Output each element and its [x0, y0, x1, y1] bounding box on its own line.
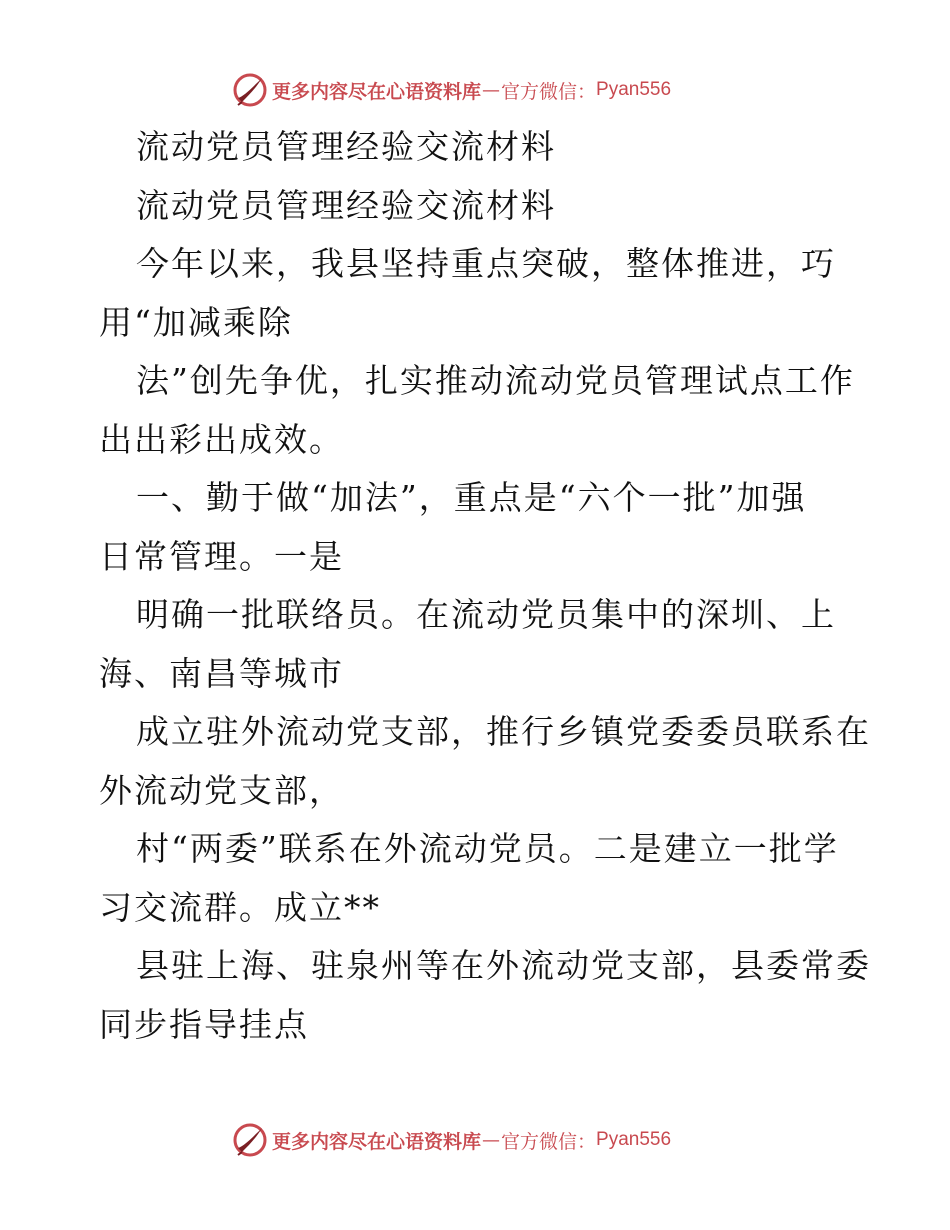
document-line: 外流动党支部， [99, 770, 344, 810]
document-line: 同步指导挂点 [99, 1004, 309, 1044]
document-line: 今年以来，我县坚持重点突破，整体推进，巧 [136, 244, 836, 283]
watermark-wechat-label: 官方微信： [501, 80, 597, 103]
document-line: 法”创先争优，扎实推动流动党员管理试点工作 [136, 361, 855, 400]
watermark-wechat-id: Pyan556 [596, 79, 672, 100]
watermark-dash: — [482, 79, 501, 101]
watermark-text: 更多内容尽在心语资料库 [272, 1130, 482, 1153]
document-line: 明确一批联络员。在流动党员集中的深圳、上 [136, 595, 836, 634]
document-line: 海、南昌等城市 [99, 653, 344, 693]
watermark-text: 更多内容尽在心语资料库 [272, 80, 482, 103]
watermark-dash: — [482, 1129, 501, 1151]
document-body [99, 118, 871, 1054]
header-watermark [232, 70, 671, 110]
document-line: 日常管理。一是 [99, 536, 344, 576]
document-line: 流动党员管理经验交流材料 [136, 127, 556, 166]
document-line: 县驻上海、驻泉州等在外流动党支部，县委常委 [136, 946, 871, 985]
document-line: 出出彩出成效。 [99, 419, 344, 459]
footer-watermark [232, 1120, 671, 1160]
watermark-wechat-id: Pyan556 [596, 1129, 672, 1150]
quill-logo-icon [232, 1122, 268, 1158]
document-line: 一、勤于做“加法”，重点是“六个一批”加强 [136, 478, 807, 517]
quill-logo-icon [232, 72, 268, 108]
document-line: 流动党员管理经验交流材料 [136, 185, 556, 225]
watermark-wechat-label: 官方微信： [501, 1130, 597, 1153]
document-line: 用“加减乘除 [99, 302, 293, 342]
document-line: 习交流群。成立** [99, 887, 381, 927]
document-line: 成立驻外流动党支部，推行乡镇党委委员联系在 [136, 712, 871, 751]
document-line: 村“两委”联系在外流动党员。二是建立一批学 [136, 829, 839, 868]
